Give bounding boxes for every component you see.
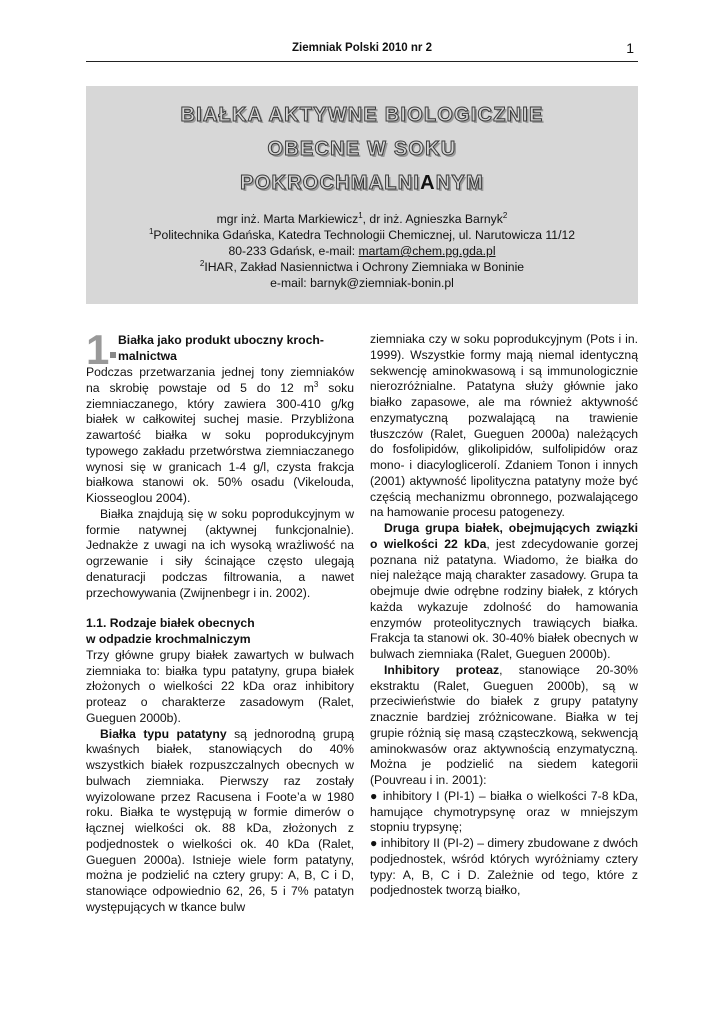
left-column: [86, 326, 354, 916]
authors-line: [86, 212, 638, 228]
affiliation-1-text: Politechnika Gdańska, Katedra Technologii Chemicznej, ul. Narutowicza 11/12: [153, 228, 576, 242]
section-number-dot: [110, 352, 116, 358]
title-line-2: OBECNE W SOKU: [267, 138, 457, 160]
title-accent-letter: A: [420, 172, 436, 194]
right-column: [370, 332, 638, 899]
bullet-item: ● inhibitory II (PI-2) – dimery zbudowane z dwóch podjednostek, wśród których wyróżniamy cztery typy: A, B, C i D. Zależnie od tego, które z podjednostek tworzą białko,: [370, 836, 638, 898]
section-title: Białka jako produkt uboczny kroch-malnictwa: [118, 333, 324, 363]
author-1-sup: 1: [358, 210, 363, 220]
title-box: [86, 86, 638, 304]
running-head: [86, 38, 638, 62]
title-line-3: [86, 172, 638, 195]
subsection-heading-line-1: 1.1. Rodzaje białek obecnych: [86, 616, 255, 631]
affiliation-1-address-text: 80-233 Gdańsk, e-mail:: [228, 244, 359, 258]
paragraph-7: [370, 663, 638, 789]
title-line-3-part-a: POKROCHMALNI: [240, 172, 421, 194]
paragraph-1-a: Podczas przetwarzania jednej tony ziemniaków na skrobię powstaje od 5 do 12 m: [86, 365, 354, 395]
paragraph-6: [370, 521, 638, 663]
subsection-heading-line-2: w odpadzie krochmalniczym: [86, 632, 251, 646]
paragraph-2: Białka znajdują się w soku poprodukcyjnym w formie natywnej (aktywnej funkcjonalnie). Jednakże z uwagi na ich wysoką wrażliwość na ogrzewanie i siły ścinające często ulegają denaturacji podczas filtrowania, a nawet przechowywania (Zwijnenbegr i in. 2002).: [86, 506, 354, 600]
paragraph-1-sup: 3: [313, 379, 319, 389]
page-number: 1: [626, 40, 634, 56]
subsection-heading: [86, 616, 354, 648]
paragraph-4-bold: Białka typu patatyny: [100, 726, 227, 741]
email-link-1[interactable]: martam@chem.pg.gda.pl: [358, 244, 496, 258]
paragraph-6-bold: Druga grupa białek, obejmujących związki o wielkości 22 kDa: [370, 521, 638, 551]
author-1: mgr inż. Marta Markiewicz: [216, 212, 359, 226]
affiliation-1: [86, 228, 638, 244]
paragraph-7-text: , stanowiące 20-30% ekstraktu (Ralet, Gueguen 2000b), są w przeciwieństwie do białek z grupy patatyny znacznie bardziej zróżnicowane. Białka w tej grupie różnią się masą cząsteczkową, sekwencją aminokwasów oraz aktywnością enzymatyczną. Można je podzielić na siedem kategorii (Pouvreau i in. 2001):: [370, 662, 639, 787]
paragraph-6-text: , jest zdecydowanie gorzej poznana niż patatyna. Wiadomo, że białka do niej należące mają charakter zasadowy. Grupa ta obejmuje dwie odrębne rodziny białek, z których każda wykazuje zdolność do hamowania enzymów proteolitycznych trawiących białka. Frakcja ta stanowi ok. 30-40% białek obecnych w bulwach ziemniaka (Ralet, Gueguen 2000b).: [370, 536, 638, 661]
paragraph-4-text: są jednorodną grupą kwaśnych białek, stanowiących do 40% wszystkich białek rozpuszczalnych obecnych w bulwach ziemniaka. Pierwszy raz zostały wyizolowane przez Racusena i Foote’a w 1980 roku. Białka te występują w formie dimerów o łącznej wielkości ok. 88 kDa, złożonych z podjednostek o wielkości ok. 40 kDa (Ralet, Gueguen 2000a). Istnieje wiele form patatyny, można je podzielić na cztery grupy: A, B, C i D, stanowiące odpowiednio 62, 26, 5 i 7% patatyn występujących w tkance bulw: [86, 726, 354, 914]
section-1-header: [86, 326, 354, 373]
affiliation-2: [86, 260, 638, 276]
affiliation-2-sup: 2: [199, 258, 205, 268]
paragraph-1: [86, 365, 354, 507]
paragraph-1-b: soku ziemniaczanego, który zawiera 300-410 g/kg białek w całkowitej suchej masie. Przybliżona zawartość białka w soku poprodukcyjnym typowego zakładu przetwórstwa ziemniaczanego wynosi się w granicach 1-4 g/l, czysta frakcja białkowa stanowi ok. 50% osadu (Vikelouda, Kiosseoglou 2004).: [86, 380, 354, 505]
bullet-item: ● inhibitory I (PI-1) – białka o wielkości 7-8 kDa, hamujące chymotrypsynę oraz w mniejszym stopniu trypsynę;: [370, 788, 638, 835]
author-separator: , dr inż. Agnieszka Barnyk: [362, 212, 503, 226]
affiliation-2-email: e-mail: barnyk@ziemniak-bonin.pl: [270, 276, 454, 290]
affiliation-2-text: IHAR, Zakład Nasiennictwa i Ochrony Ziemniaka w Boninie: [204, 260, 525, 274]
title-line-1: BIAŁKA AKTYWNE BIOLOGICZNIE: [180, 104, 544, 126]
author-2-sup: 2: [502, 210, 508, 220]
affiliation-1-address: [86, 244, 638, 260]
section-number: 1: [86, 326, 110, 373]
affiliation-1-sup: 1: [148, 226, 154, 236]
journal-title: Ziemniak Polski 2010 nr 2: [292, 42, 432, 54]
paragraph-5: ziemniaka czy w soku poprodukcyjnym (Pots i in. 1999). Wszystkie formy mają niemal identyczną sekwencję aminokwasową i są immunologicznie nierozróżnialne. Patatyna służy głównie jako białko zapasowe, ale ma również aktywność enzymatyczną pozwalającą na trawienie tłuszczów (Ralet, Gueguen 2000a) należących do fosfolipidów, glikolipidów, sulfolipidów oraz mono- i diacyloglicerolí. Zdaniem Tonon i innych (2001) aktywność lipolityczna patatyny może być częścią mechanizmu obronnego, pozwalającego na hamowanie procesu patogenezy.: [370, 332, 638, 520]
paragraph-3: Trzy główne grupy białek zawartych w bulwach ziemniaka to: białka typu patatyny, grupa białek złożonych o wielkości 22 kDa oraz inhibitory proteaz o charakterze zasadowym (Ralet, Gueguen 2000b).: [86, 647, 354, 725]
title-line-3-part-c: NYM: [435, 172, 484, 194]
paragraph-4: [86, 727, 354, 916]
paragraph-7-bold: Inhibitory proteaz: [384, 662, 500, 677]
